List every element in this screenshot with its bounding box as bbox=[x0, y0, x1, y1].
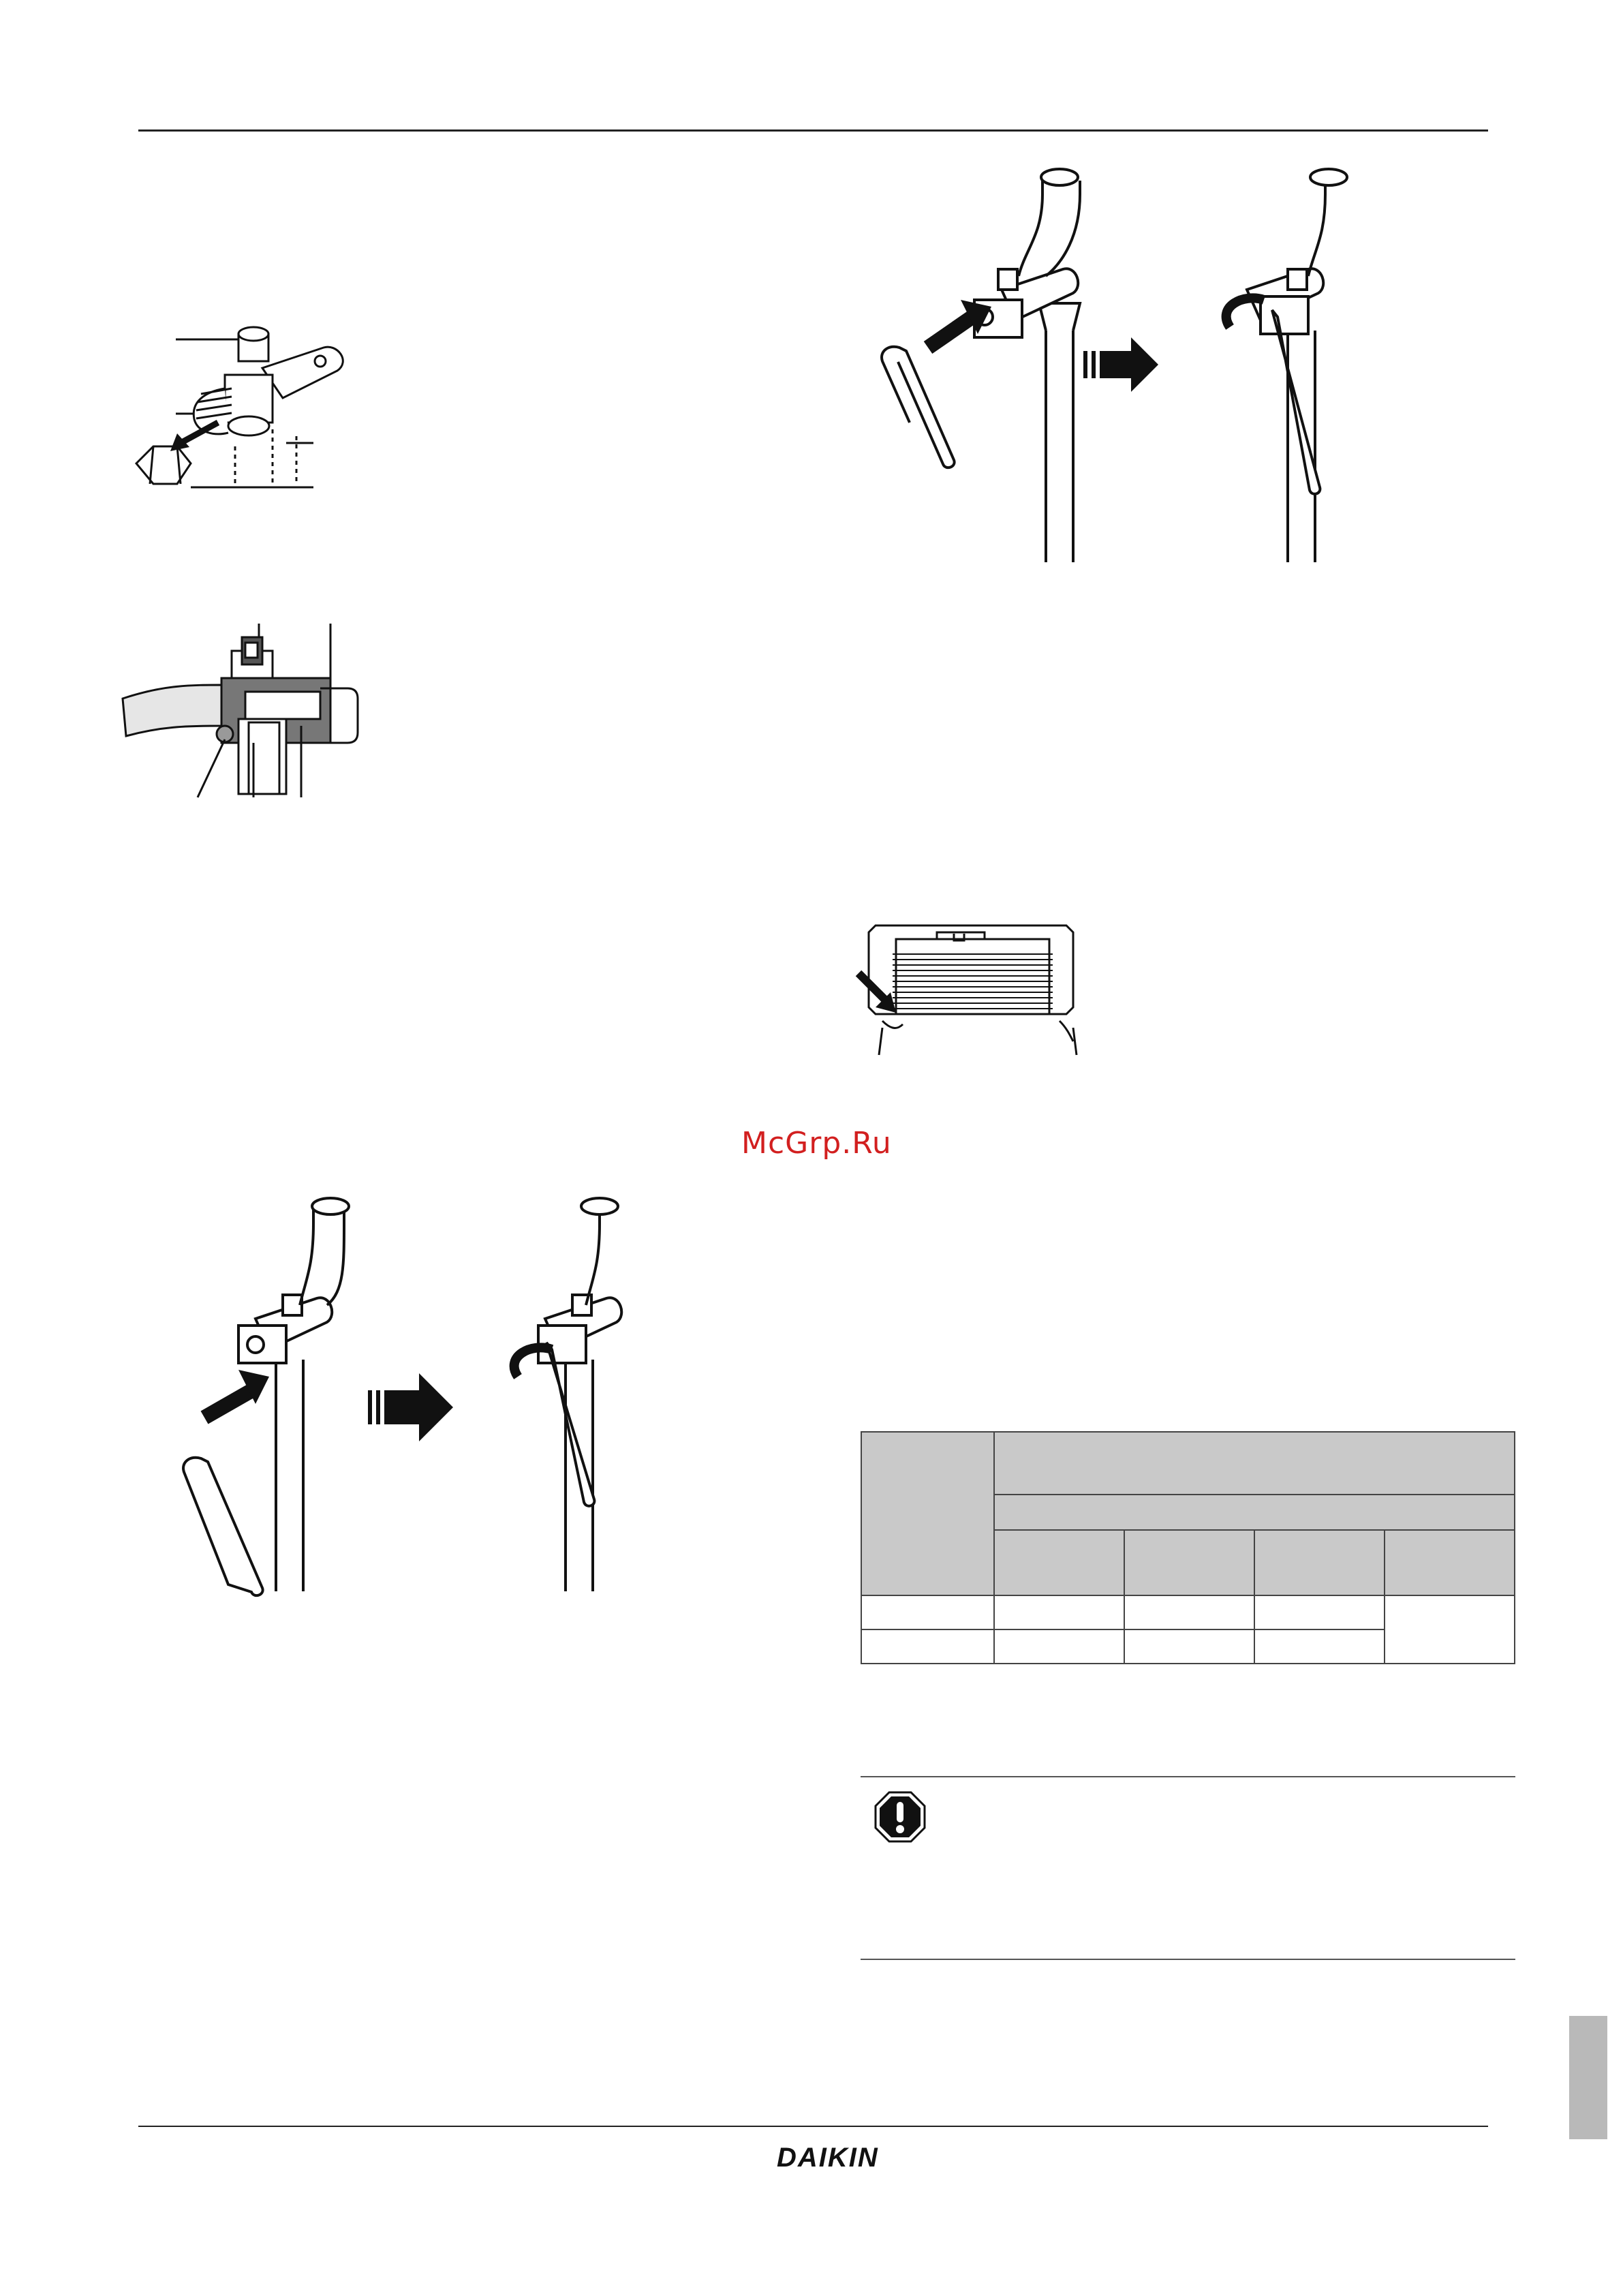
daikin-logo: DAIKIN bbox=[777, 2143, 879, 2173]
table-cell bbox=[861, 1595, 994, 1629]
torque-table bbox=[861, 1431, 1515, 1664]
table-row bbox=[861, 1595, 1515, 1629]
table-cell bbox=[1124, 1595, 1254, 1629]
table-cell bbox=[994, 1629, 1124, 1664]
hex-wrench-open-valve-bottom-figure bbox=[157, 1182, 613, 1591]
header-rule bbox=[138, 129, 1488, 132]
stop-valve-cap-removal-figure bbox=[116, 307, 361, 511]
table-cell bbox=[1254, 1629, 1385, 1664]
table-cell bbox=[1385, 1595, 1515, 1664]
table-header-cell bbox=[1385, 1530, 1515, 1595]
table-header-cell bbox=[994, 1530, 1124, 1595]
table-cell bbox=[1254, 1595, 1385, 1629]
exclamation-icon bbox=[874, 1791, 926, 1843]
table-header-cell bbox=[1124, 1530, 1254, 1595]
cap-thread-detail-figure bbox=[855, 919, 1094, 1069]
section-tab bbox=[1569, 2016, 1607, 2139]
table-header-cell bbox=[1254, 1530, 1385, 1595]
watermark-text: McGrp.Ru bbox=[741, 1126, 892, 1161]
footer-rule bbox=[138, 2126, 1488, 2127]
table-header-cell bbox=[861, 1432, 994, 1595]
table-cell bbox=[994, 1595, 1124, 1629]
table-header-cell bbox=[994, 1495, 1515, 1530]
stop-valve-cross-section-figure bbox=[123, 624, 368, 801]
hex-wrench-open-valve-top-figure bbox=[879, 153, 1329, 562]
table-header-cell bbox=[994, 1432, 1515, 1495]
notice-box bbox=[861, 1776, 1515, 1960]
table-cell bbox=[861, 1629, 994, 1664]
table-cell bbox=[1124, 1629, 1254, 1664]
